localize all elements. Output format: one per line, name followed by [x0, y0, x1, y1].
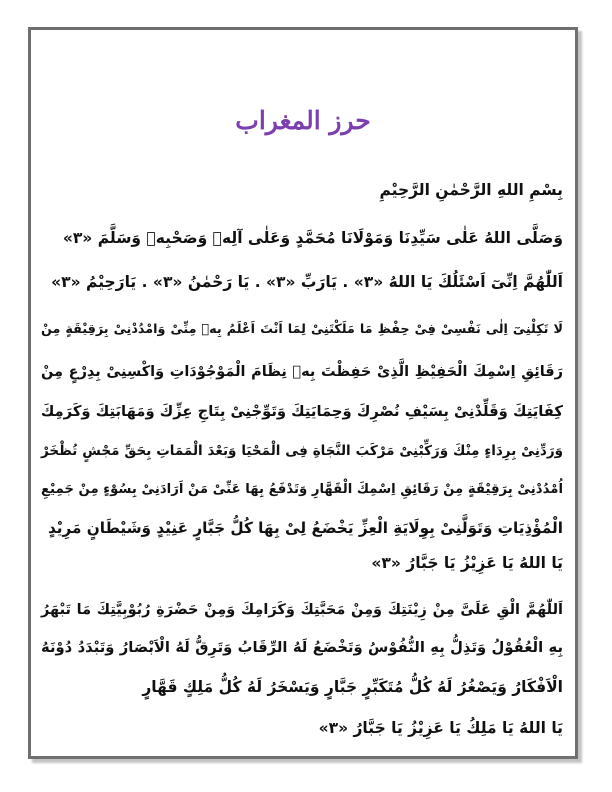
text-line: بِهِ الْعُقُوْلُ وَتَذِلُّ بِهِ النُّفُوْسُ وَتَخْضَعُ لَهُ الرِّقَابُ وَتَرِقُّ لَهُ الْاَبْصَارُ وَتَبْدَدُ دُوْنَهُ [41, 639, 563, 656]
text-line: اُمْدُدْنِىْ بِرَقِيْقَةٍ مِنْ رَقَائِقِ اِسْمِكَ الْقَهَّارِ وَتَدْفَعُ بِهَا عَنِّىْ مَنْ اَرَادَنِىْ بِسُوْءٍ مِنْ جَمِيْعِ [41, 482, 563, 497]
text-line-refrain: يَا اللهُ يَا عَزِيْزُ يَا جَبَّارُ «٣» [371, 554, 563, 572]
text-line: الْمُؤْذِيَاتِ وَتَوَلَّنِىْ بِوِلَايَةِ الْعِزِّ يَخْضَعُ لِىْ بِهَا كُلُّ جَبَّارٍ عَنِيْدٍ وَشَيْطَانٍ مَرِيْدٍ [47, 519, 563, 537]
text-line: كِفَايَتِكَ وَقَلِّدْنِىْ بِسَيْفِ نُصْرِكَ وَحِمَايَتِكَ وَتَوِّجْنِىْ بِتَاجِ عِزِّكَ وَمَهَابَتِكَ وَكَرَمِكَ [40, 403, 563, 420]
text-line: الْاَفْكَارُ وَيَصْغُرُ لَهُ كُلُّ مُتَكَبِّرٍ جَبَّارٍ وَيَسْخَرُ لَهُ كُلُّ مَلِكٍ قَهَّارٍ [142, 678, 563, 696]
text-line: اَللّٰهُمَّ الْقِ عَلَىَّ مِنْ زِيْنَتِكَ وَمِنْ مَحَبَّتِكَ وَكَرَامِكَ وَمِنْ حَضْرَةِ رُبُوْبِيَّتِكَ مَا تَبْهَرُ [41, 602, 563, 618]
text-line: لَا تَكِلْنِىٓ اِلٰى نَفْسِىْ فِىْ حِفْظِ مَا مَلَكْتَنِىْ لِمَا اَنْتَ اَعْلَمُ بِهٖ مِنِّىْ وَامْدُدْنِىْ بِرَقِيْقَةٍ مِنْ [41, 322, 563, 337]
text-line: رَقَائِقِ اِسْمِكَ الْحَفِيْظِ الَّذِىْ حَفِظْتَ بِهٖ نِظَامَ الْمَوْجُوْدَاتِ وَاكْسِنِىْ بِدِرْعٍ مِنْ [41, 364, 563, 380]
text-line-refrain: يَا اللهُ يَا مَلِكُ يَا عَزِيْزُ يَا جَبَّارُ «٣» [318, 719, 563, 737]
page-title: حرز المغراب [235, 106, 371, 135]
text-line-basmala: بِسْمِ اللهِ الرَّحْمٰنِ الرَّحِيْمِ [379, 181, 563, 199]
text-line-salawat: وَصَلَّى اللهُ عَلٰى سَيِّدِنَا وَمَوْلَانَا مُحَمَّدٍ وَعَلٰى آلِهٖ وَصَحْبِهٖ وَسَلَّمَ «٣» [62, 229, 563, 247]
text-line: وَرَدِّنِىْ بِرِدَاءٍ مِنْكَ وَرَكِّبْنِىْ مَرْكَبَ النَّجَاةِ فِى الْمَحْيَا وَبَعْدَ الْمَمَاتِ بِحَقِّ مَجْشٍ تُظْخَرْ [41, 443, 563, 459]
text-line-invocation: اَللّٰهُمَّ اِنِّىٓ اَسْئَلُكَ يَا اللهُ «٣» . يَارَبِّ «٣» . يَا رَحْمٰنُ «٣» . يَارَحِيْمُ «٣» [51, 273, 563, 291]
page-border [28, 27, 578, 759]
